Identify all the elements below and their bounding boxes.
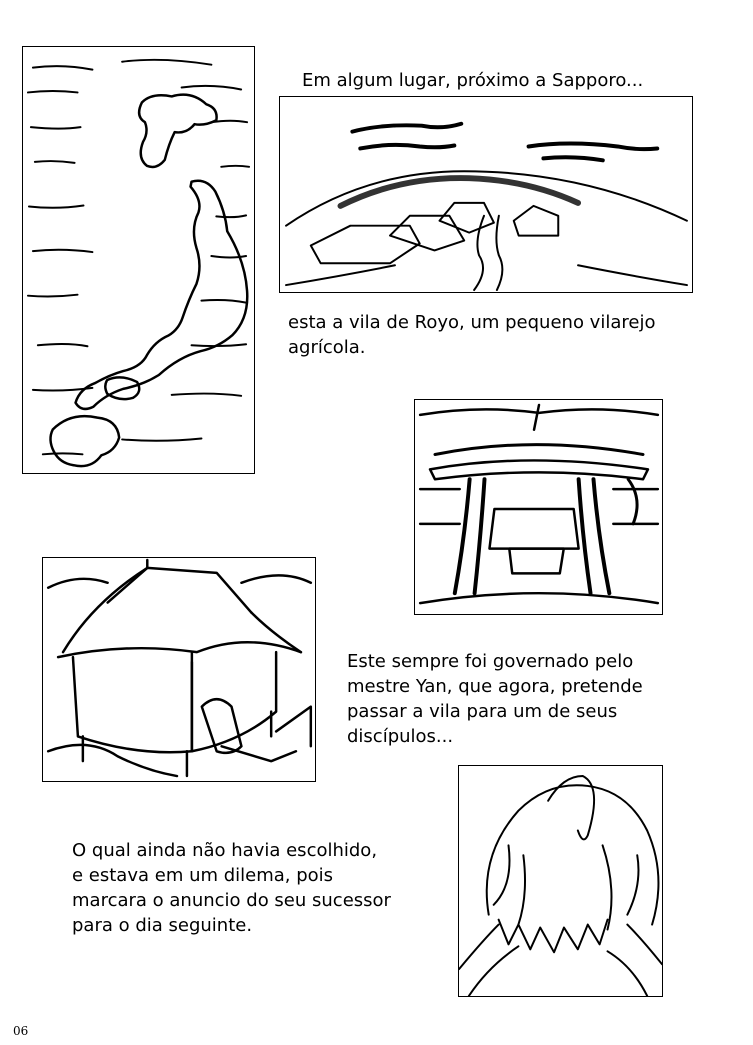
caption-dilemma: O qual ainda não havia escolhido, e estava em um dilema, pois marcara o anuncio do seu sucessor para o dia seguinte. bbox=[72, 840, 391, 936]
temple-illustration bbox=[43, 558, 315, 781]
panel-japan-map bbox=[22, 46, 255, 474]
panel-gate bbox=[414, 399, 663, 615]
page-number: 06 bbox=[13, 1024, 29, 1038]
panel-character bbox=[458, 765, 663, 997]
caption-intro: Em algum lugar, próximo a Sapporo... bbox=[302, 70, 644, 91]
village-illustration bbox=[280, 97, 692, 292]
caption-master: Este sempre foi governado pelo mestre Yan, que agora, pretende passar a vila para um de seus discípulos... bbox=[347, 651, 643, 747]
japan-map-illustration bbox=[23, 47, 254, 473]
caption-village: esta a vila de Royo, um pequeno vilarejo agrícola. bbox=[288, 312, 656, 358]
gate-illustration bbox=[415, 400, 662, 614]
panel-village bbox=[279, 96, 693, 293]
panel-temple bbox=[42, 557, 316, 782]
character-illustration bbox=[459, 766, 662, 996]
